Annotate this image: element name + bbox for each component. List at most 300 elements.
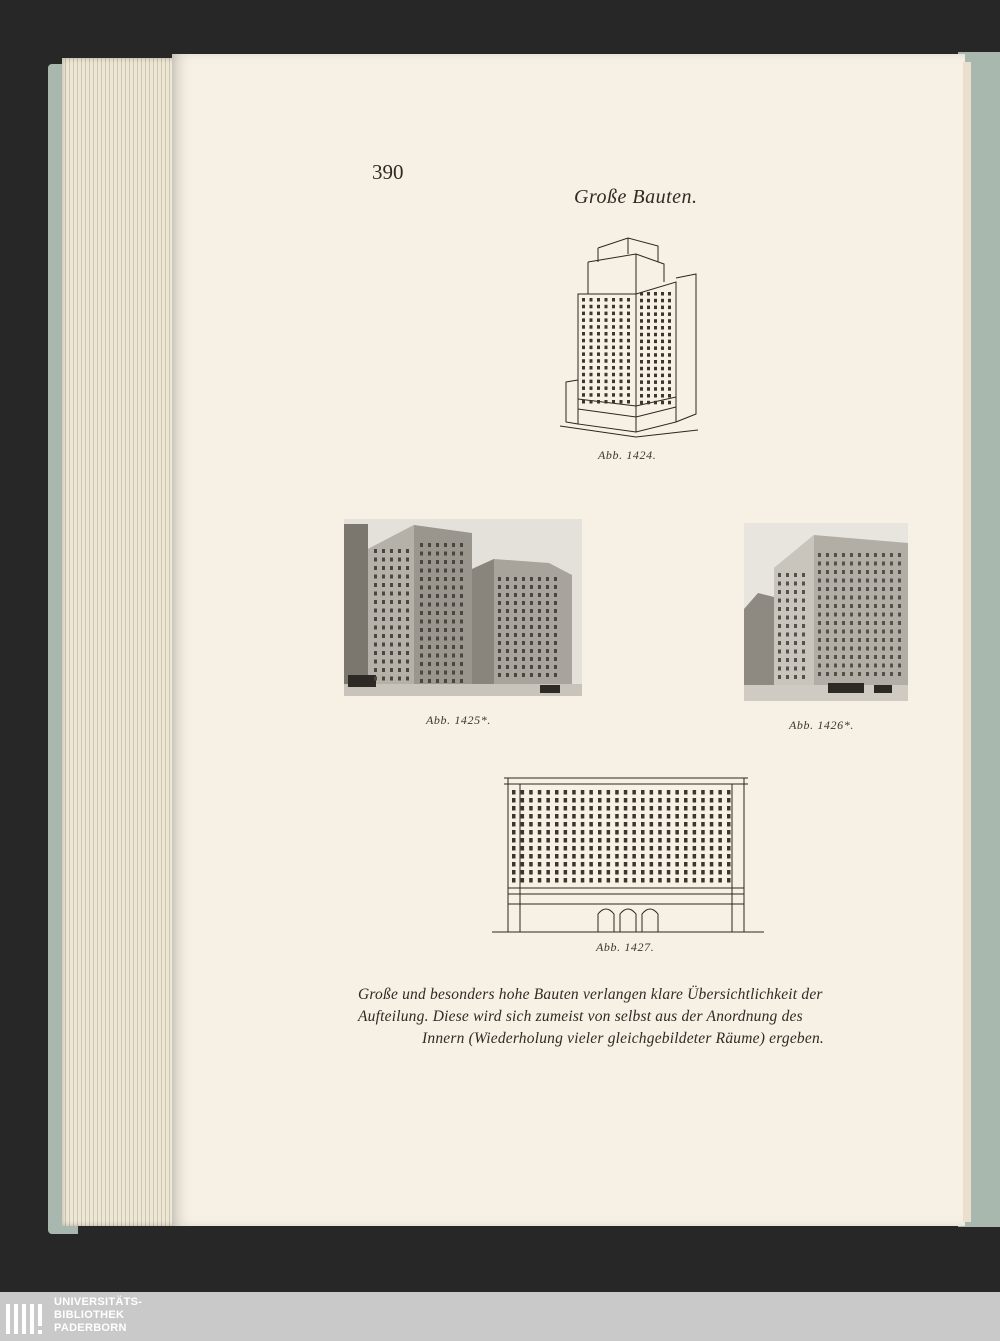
window-mark (620, 366, 623, 370)
window-mark (420, 586, 423, 590)
window-mark (826, 562, 829, 566)
window-mark (850, 579, 853, 583)
window-mark (512, 846, 516, 851)
window-mark (658, 854, 662, 859)
window-mark (890, 655, 893, 659)
window-mark (786, 582, 789, 586)
window-mark (620, 312, 623, 316)
window-mark (589, 838, 593, 843)
window-mark (452, 671, 455, 675)
window-mark (598, 806, 602, 811)
window-mark (436, 603, 439, 607)
window-mark (522, 649, 525, 653)
window-mark (530, 609, 533, 613)
window-mark (647, 299, 650, 303)
window-mark (382, 549, 385, 553)
window-mark (786, 599, 789, 603)
window-mark (428, 645, 431, 649)
window-mark (658, 790, 662, 795)
window-mark (701, 814, 705, 819)
window-mark (727, 830, 731, 835)
window-mark (710, 870, 714, 875)
window-mark (538, 641, 541, 645)
window-mark (460, 543, 463, 547)
window-mark (554, 673, 557, 677)
window-mark (564, 854, 568, 859)
window-mark (390, 643, 393, 647)
window-mark (460, 645, 463, 649)
window-mark (667, 870, 671, 875)
window-mark (641, 854, 645, 859)
window-mark (627, 298, 630, 302)
window-mark (842, 672, 845, 676)
window-mark (818, 562, 821, 566)
window-mark (382, 643, 385, 647)
window-mark (506, 577, 509, 581)
window-mark (452, 577, 455, 581)
window-mark (866, 613, 869, 617)
window-mark (382, 634, 385, 638)
window-mark (546, 593, 549, 597)
window-mark (390, 583, 393, 587)
window-mark (701, 790, 705, 795)
window-mark (818, 621, 821, 625)
window-mark (506, 617, 509, 621)
window-mark (444, 577, 447, 581)
window-mark (605, 305, 608, 309)
window-mark (727, 878, 731, 883)
window-mark (514, 657, 517, 661)
window-mark (710, 822, 714, 827)
window-mark (818, 570, 821, 574)
window-mark (538, 830, 542, 835)
window-mark (668, 292, 671, 296)
window-mark (858, 570, 861, 574)
window-mark (778, 641, 781, 645)
window-mark (538, 649, 541, 653)
window-mark (858, 672, 861, 676)
window-mark (802, 573, 805, 577)
window-mark (597, 339, 600, 343)
window-mark (641, 870, 645, 875)
window-mark (390, 575, 393, 579)
window-mark (850, 570, 853, 574)
window-mark (374, 634, 377, 638)
window-mark (506, 625, 509, 629)
window-mark (874, 672, 877, 676)
figure-1425-photo (344, 519, 582, 696)
window-mark (874, 613, 877, 617)
window-mark (647, 401, 650, 405)
window-mark (538, 878, 542, 883)
window-mark (890, 579, 893, 583)
window-mark (826, 672, 829, 676)
window-mark (428, 543, 431, 547)
window-mark (654, 353, 657, 357)
window-mark (406, 634, 409, 638)
window-mark (546, 870, 550, 875)
window-mark (555, 846, 559, 851)
window-mark (874, 638, 877, 642)
window-mark (624, 790, 628, 795)
window-mark (866, 553, 869, 557)
window-mark (444, 569, 447, 573)
window-mark (701, 822, 705, 827)
window-mark (428, 577, 431, 581)
window-mark (834, 579, 837, 583)
window-mark (506, 633, 509, 637)
window-mark (512, 830, 516, 835)
window-mark (647, 340, 650, 344)
window-mark (581, 822, 585, 827)
window-mark (668, 333, 671, 337)
window-mark (718, 870, 722, 875)
window-mark (444, 543, 447, 547)
window-mark (658, 838, 662, 843)
window-mark (436, 611, 439, 615)
window-mark (444, 560, 447, 564)
window-mark (612, 352, 615, 356)
window-mark (842, 579, 845, 583)
window-mark (701, 870, 705, 875)
window-mark (684, 854, 688, 859)
window-mark (554, 577, 557, 581)
window-mark (436, 586, 439, 590)
window-mark (615, 822, 619, 827)
window-mark (522, 673, 525, 677)
window-mark (564, 862, 568, 867)
window-mark (842, 562, 845, 566)
window-mark (529, 854, 533, 859)
window-mark (624, 798, 628, 803)
window-mark (858, 621, 861, 625)
window-mark (582, 359, 585, 363)
window-mark (658, 806, 662, 811)
window-mark (436, 645, 439, 649)
window-mark (538, 665, 541, 669)
window-mark (374, 600, 377, 604)
window-mark (390, 558, 393, 562)
window-mark (874, 587, 877, 591)
window-mark (661, 333, 664, 337)
window-mark (786, 607, 789, 611)
window-mark (382, 651, 385, 655)
window-mark (572, 846, 576, 851)
window-mark (582, 312, 585, 316)
window-mark (898, 604, 901, 608)
window-mark (406, 592, 409, 596)
window-mark (582, 305, 585, 309)
window-mark (612, 393, 615, 397)
window-mark (555, 854, 559, 859)
window-mark (564, 830, 568, 835)
window-mark (727, 814, 731, 819)
window-mark (555, 806, 559, 811)
window-mark (420, 637, 423, 641)
window-mark (555, 790, 559, 795)
window-mark (850, 587, 853, 591)
window-mark (654, 312, 657, 316)
window-mark (654, 340, 657, 344)
window-mark (521, 798, 525, 803)
window-mark (834, 655, 837, 659)
window-mark (675, 854, 679, 859)
window-mark (668, 340, 671, 344)
window-mark (374, 575, 377, 579)
window-mark (693, 846, 697, 851)
window-mark (398, 558, 401, 562)
window-mark (530, 585, 533, 589)
window-mark (555, 878, 559, 883)
window-mark (640, 326, 643, 330)
window-mark (627, 386, 630, 390)
window-mark (589, 854, 593, 859)
window-mark (398, 600, 401, 604)
window-mark (546, 617, 549, 621)
window-mark (858, 579, 861, 583)
window-mark (581, 878, 585, 883)
window-mark (374, 609, 377, 613)
window-mark (521, 838, 525, 843)
window-mark (512, 870, 516, 875)
window-mark (514, 593, 517, 597)
window-mark (436, 637, 439, 641)
window-mark (555, 862, 559, 867)
window-mark (428, 569, 431, 573)
window-mark (546, 657, 549, 661)
window-mark (661, 299, 664, 303)
window-mark (786, 667, 789, 671)
window-mark (632, 854, 636, 859)
window-mark (590, 359, 593, 363)
window-mark (582, 298, 585, 302)
window-mark (650, 790, 654, 795)
window-mark (605, 400, 608, 404)
library-name-line: UNIVERSITÄTS- (54, 1296, 143, 1308)
window-mark (444, 611, 447, 615)
window-mark (654, 380, 657, 384)
window-mark (650, 830, 654, 835)
window-mark (866, 604, 869, 608)
window-mark (786, 590, 789, 594)
window-mark (727, 838, 731, 843)
window-mark (514, 641, 517, 645)
window-mark (572, 870, 576, 875)
window-mark (826, 630, 829, 634)
window-mark (624, 862, 628, 867)
window-mark (802, 616, 805, 620)
library-footer (0, 1292, 1000, 1341)
window-mark (406, 617, 409, 621)
window-mark (498, 625, 501, 629)
window-mark (374, 558, 377, 562)
window-mark (778, 573, 781, 577)
window-mark (506, 601, 509, 605)
window-mark (382, 660, 385, 664)
window-mark (436, 569, 439, 573)
window-mark (654, 374, 657, 378)
window-mark (684, 790, 688, 795)
window-mark (654, 367, 657, 371)
window-mark (374, 651, 377, 655)
window-mark (572, 806, 576, 811)
window-mark (538, 798, 542, 803)
window-mark (668, 394, 671, 398)
window-mark (778, 667, 781, 671)
window-mark (786, 633, 789, 637)
window-mark (778, 582, 781, 586)
window-mark (627, 373, 630, 377)
window-mark (374, 660, 377, 664)
window-mark (514, 673, 517, 677)
window-mark (647, 319, 650, 323)
window-mark (668, 353, 671, 357)
window-mark (620, 393, 623, 397)
window-mark (850, 596, 853, 600)
window-mark (581, 846, 585, 851)
window-mark (572, 790, 576, 795)
window-mark (654, 333, 657, 337)
window-mark (612, 298, 615, 302)
window-mark (420, 543, 423, 547)
window-mark (627, 352, 630, 356)
window-mark (650, 854, 654, 859)
window-mark (802, 658, 805, 662)
window-mark (850, 630, 853, 634)
window-mark (572, 798, 576, 803)
window-mark (605, 386, 608, 390)
figure-caption: Abb. 1426*. (789, 718, 854, 732)
window-mark (554, 641, 557, 645)
window-mark (684, 862, 688, 867)
window-mark (693, 822, 697, 827)
window-mark (529, 862, 533, 867)
window-mark (898, 655, 901, 659)
window-mark (661, 353, 664, 357)
window-mark (661, 312, 664, 316)
window-mark (850, 613, 853, 617)
window-mark (590, 393, 593, 397)
window-mark (882, 562, 885, 566)
window-mark (590, 352, 593, 356)
window-mark (850, 553, 853, 557)
window-mark (615, 878, 619, 883)
window-mark (620, 332, 623, 336)
window-mark (640, 340, 643, 344)
window-mark (460, 560, 463, 564)
window-mark (661, 326, 664, 330)
window-mark (589, 830, 593, 835)
window-mark (590, 298, 593, 302)
window-mark (436, 560, 439, 564)
window-mark (444, 628, 447, 632)
window-mark (624, 846, 628, 851)
window-mark (632, 878, 636, 883)
window-mark (802, 624, 805, 628)
window-mark (398, 566, 401, 570)
window-mark (590, 346, 593, 350)
window-mark (794, 599, 797, 603)
window-mark (521, 806, 525, 811)
window-mark (406, 668, 409, 672)
window-mark (866, 630, 869, 634)
window-mark (675, 838, 679, 843)
window-mark (581, 806, 585, 811)
window-mark (710, 846, 714, 851)
window-mark (581, 798, 585, 803)
window-mark (898, 570, 901, 574)
window-mark (530, 625, 533, 629)
window-mark (597, 393, 600, 397)
window-mark (786, 650, 789, 654)
window-mark (581, 814, 585, 819)
window-mark (428, 637, 431, 641)
window-mark (529, 806, 533, 811)
window-mark (420, 628, 423, 632)
window-mark (374, 566, 377, 570)
window-mark (521, 846, 525, 851)
window-mark (428, 628, 431, 632)
window-mark (890, 664, 893, 668)
window-mark (632, 838, 636, 843)
window-mark (890, 638, 893, 642)
window-mark (420, 560, 423, 564)
window-mark (406, 566, 409, 570)
window-mark (850, 647, 853, 651)
window-mark (693, 814, 697, 819)
window-mark (444, 637, 447, 641)
window-mark (624, 830, 628, 835)
window-mark (826, 587, 829, 591)
window-mark (794, 633, 797, 637)
window-mark (498, 649, 501, 653)
window-mark (522, 609, 525, 613)
window-mark (701, 854, 705, 859)
window-mark (506, 649, 509, 653)
window-mark (452, 654, 455, 658)
window-mark (572, 862, 576, 867)
window-mark (428, 560, 431, 564)
window-mark (641, 790, 645, 795)
window-mark (615, 806, 619, 811)
window-mark (428, 620, 431, 624)
window-mark (641, 806, 645, 811)
window-mark (598, 838, 602, 843)
window-mark (718, 814, 722, 819)
window-mark (640, 360, 643, 364)
window-mark (627, 318, 630, 322)
window-mark (498, 657, 501, 661)
window-mark (607, 854, 611, 859)
window-mark (866, 664, 869, 668)
window-mark (521, 790, 525, 795)
window-mark (406, 677, 409, 681)
window-mark (581, 862, 585, 867)
window-mark (538, 854, 542, 859)
window-mark (554, 617, 557, 621)
window-mark (538, 846, 542, 851)
window-mark (874, 604, 877, 608)
window-mark (615, 870, 619, 875)
window-mark (647, 333, 650, 337)
window-mark (834, 613, 837, 617)
window-mark (640, 319, 643, 323)
window-mark (554, 649, 557, 653)
window-mark (647, 292, 650, 296)
window-mark (882, 647, 885, 651)
window-mark (529, 846, 533, 851)
window-mark (398, 677, 401, 681)
